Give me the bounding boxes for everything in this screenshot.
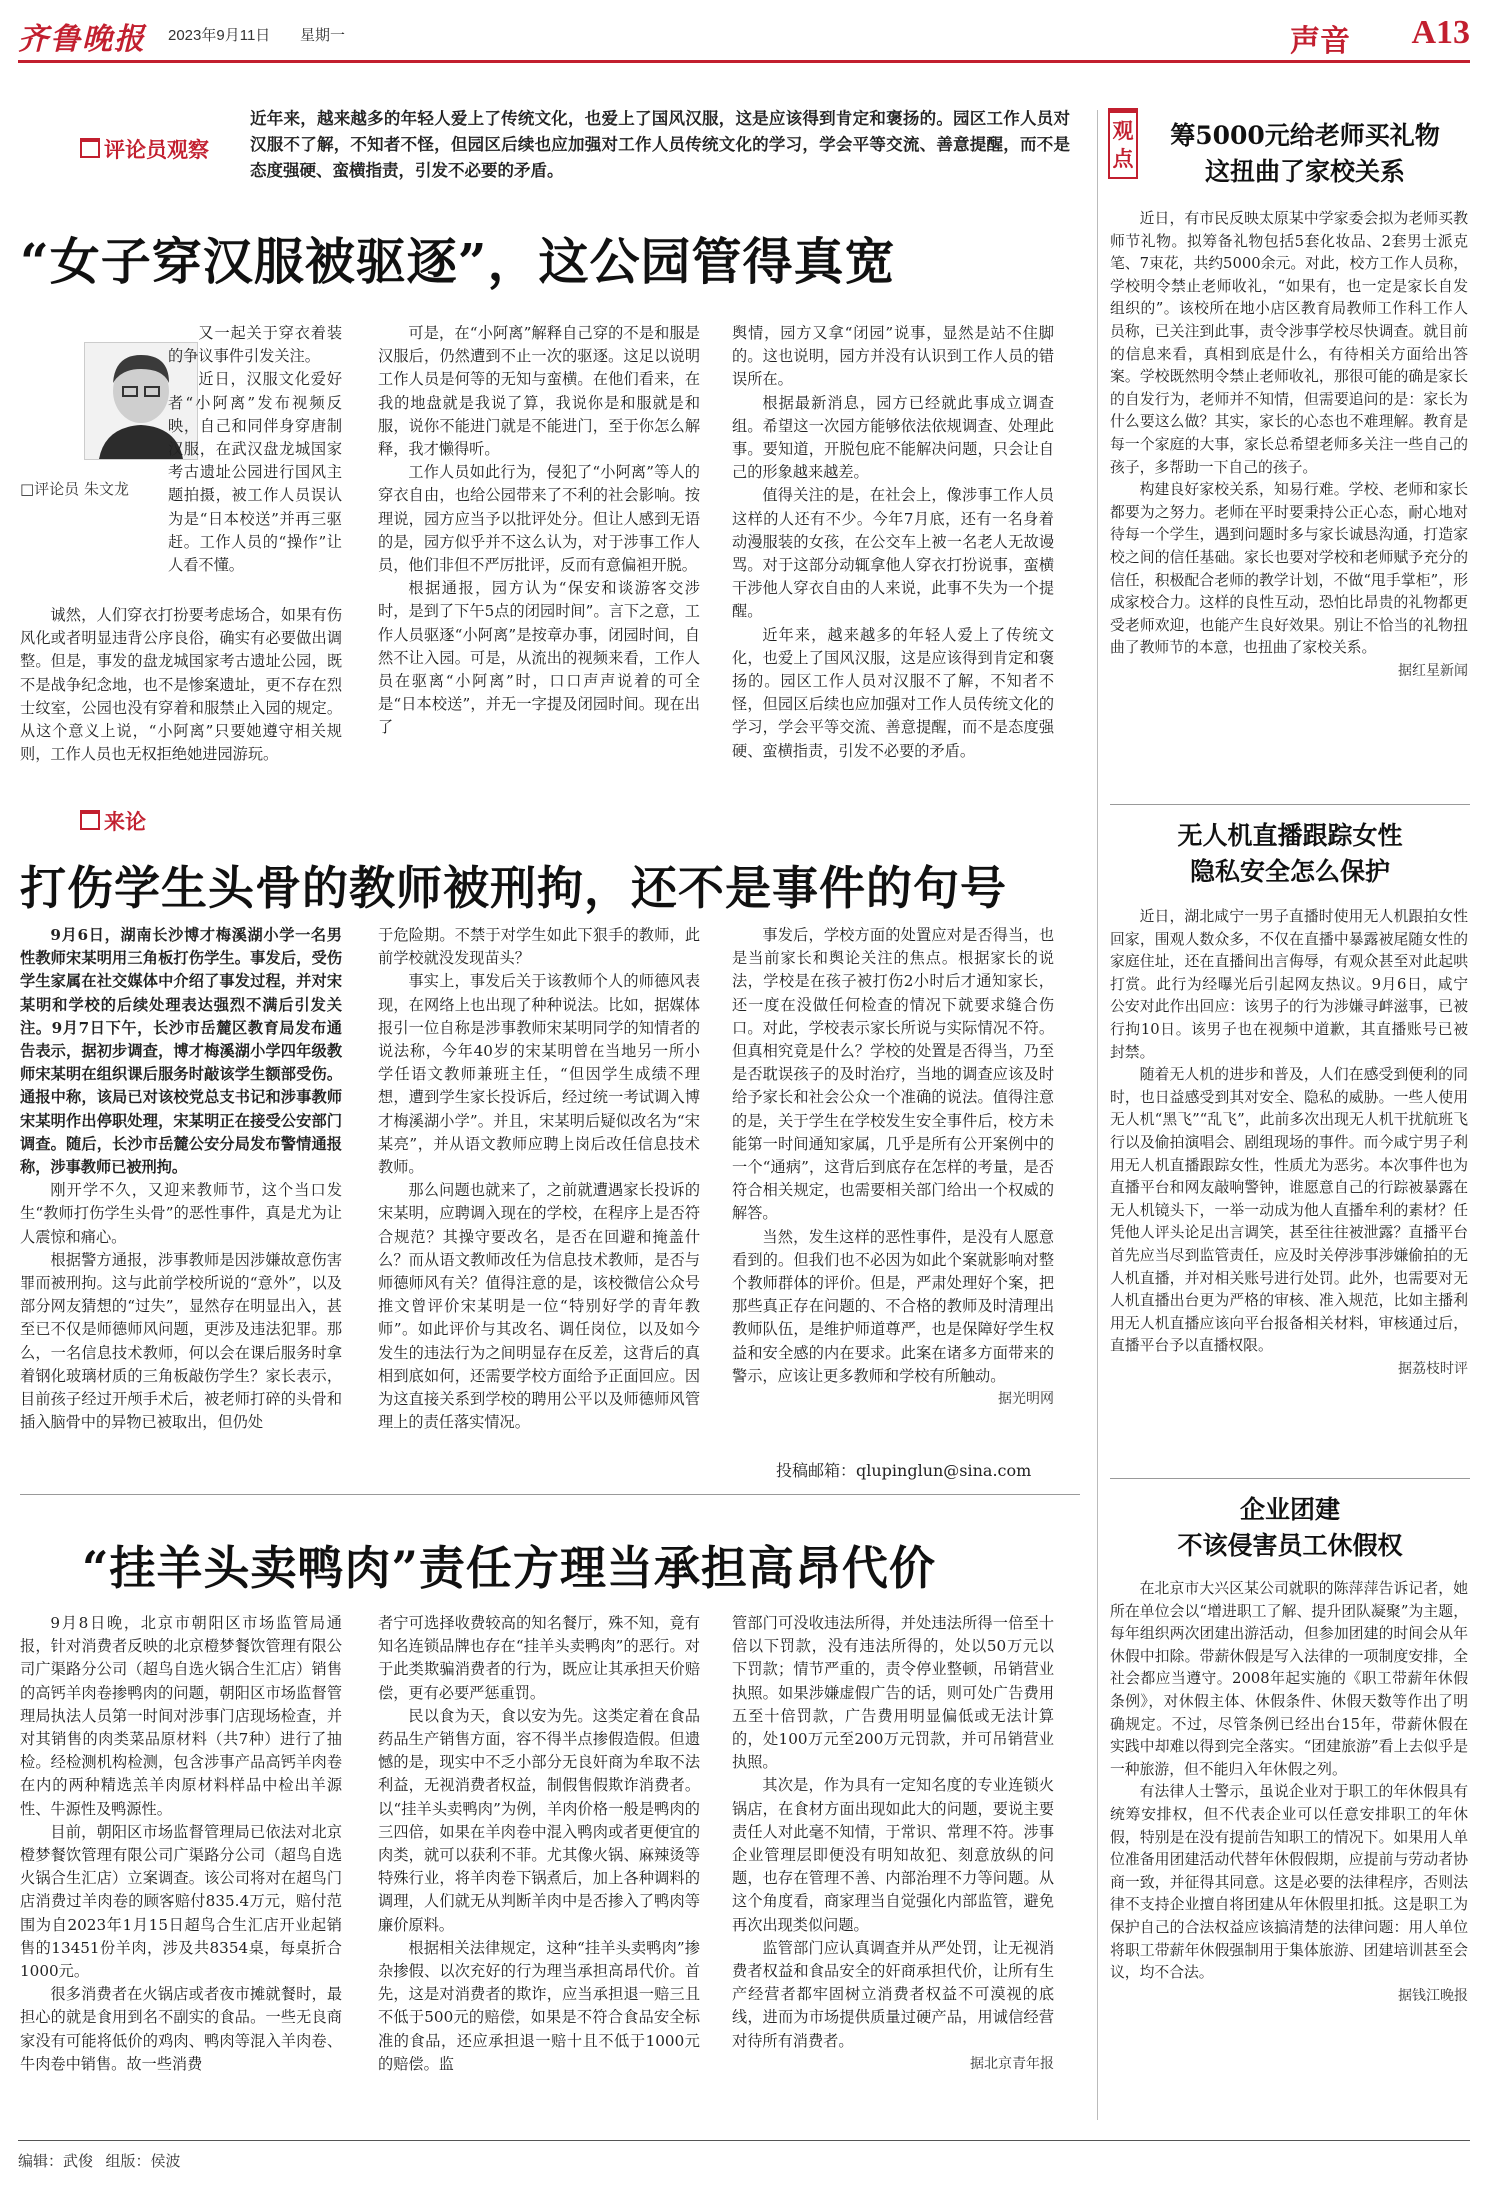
layout-credit: 组版：侯波 [105,2153,181,2170]
article1-col1-top [168,322,342,577]
paragraph: 刚开学不久，又迎来教师节，这个当口发生“教师打伤学生头骨”的恶性事件，真是尤为让人震惊和痛心。 [20,1181,342,1246]
side3-source: 据钱江晚报 [1398,1987,1468,2004]
article3-col2 [378,1612,700,2076]
tag-box-icon [80,138,100,158]
paragraph: 可是，在“小阿离”解释自己穿的不是和服是汉服后，仍然遭到不止一次的驱逐。这足以说明工作人员是何等的无知与蛮横。在他们看来，在我的地盘就是我说了算，我说你是和服就是和服，说你不能进门就是不能进门，至于你怎么解释，我才懒得听。 [378,324,700,459]
masthead [18,14,1470,59]
article1-tag [80,134,209,164]
paragraph: 很多消费者在火锅店或者夜市摊就餐时，最担心的就是食用到名不副实的食品。一些无良商家没有可能将低价的鸡肉、鸭肉等混入羊肉卷、牛肉卷中销售。故一些消费 [20,1985,342,2073]
side-divider [1110,804,1470,805]
paragraph: 9月8日晚，北京市朝阳区市场监管局通报，针对消费者反映的北京橙梦餐饮管理有限公司广渠路分公司（超鸟自选火锅合生汇店）销售的高钙羊肉卷掺鸭肉的问题，朝阳区市场监督管理局执法人员第一时间对涉事门店现场检查，并对其销售的肉类菜品原材料（共7种）进行了抽检。经检测机构检测，包含涉事产品高钙羊肉卷在内的两种精选羔羊肉原材料样品中检出羊源性、牛源性及鸭源性。 [20,1614,342,1818]
issue-date: 2023年9月11日 [168,27,271,44]
masthead-rule [18,60,1470,63]
article2-tag-label: 来论 [104,809,146,834]
side2-body [1110,906,1468,1380]
lead-summary: 近年来，越来越多的年轻人爱上了传统文化，也爱上了国风汉服，这是应该得到肯定和褒扬的。园区工作人员对汉服不了解，不知者不怪，但园区后续也应加强对工作人员传统文化的学习，学会平等交流、善意提醒，而不是态度强硬、蛮横指责，引发不必要的矛盾。 [250,109,1070,180]
paragraph: 根据相关法律规定，这种“挂羊头卖鸭肉”掺杂掺假、以次充好的行为理当承担高昂代价。首先，这是对消费者的欺诈，应当承担退一赔三且不低于500元的赔偿，如果是不符合食品安全标准的食品，还应承担退一赔十且不低于1000元的赔偿。监 [378,1938,700,2073]
paragraph: 近日，汉服文化爱好者“小阿离”发布视频反映，自己和同伴身穿唐制汉服，在武汉盘龙城国家考古遗址公园进行国风主题拍摄，被工作人员误认为是“日本校送”并再三驱赶。工作人员的“操作”让人看不懂。 [168,370,342,575]
paragraph: 于危险期。不禁于对学生如此下狠手的教师，此前学校就没发现苗头？ [378,926,700,968]
paragraph: 在北京市大兴区某公司就职的陈萍萍告诉记者，她所在单位会以“增进职工了解、提升团队凝聚”为主题，每年组织两次团建出游活动，但参加团建的时间会从年休假中扣除。带薪休假是写入法律的一项制度安排，全社会都应当遵守。2008年起实施的《职工带薪年休假条例》，对休假主体、休假条件、休假天数等作出了明确规定。不过，尽管条例已经出台15年，带薪休假在实践中却难以得到完全落实。“团建旅游”看上去似乎是一种旅游，但不能归入年休假之列。 [1110,1580,1468,1778]
footer-credits [18,2150,181,2171]
article2-headline: 打伤学生头骨的教师被刑拘，还不是事件的句号 [20,861,1007,915]
paragraph: 随着无人机的进步和普及，人们在感受到便利的同时，也日益感受到其对安全、隐私的威胁。一些人使用无人机“黑飞”“乱飞”，此前多次出现无人机干扰航班飞行以及偷拍演唱会、剧组现场的事件。而今咸宁男子利用无人机直播跟踪女性，性质尤为恶劣。本次事件也为直播平台和网友敲响警钟，谁愿意自己的行踪被暴露在无人机镜头下，一举一动成为他人直播牟利的素材？任凭他人评头论足出言调笑，甚至往往被泄露？直播平台首先应当尽到监管责任，应及时关停涉事涉嫌偷拍的无人机直播，并对相关账号进行处罚。此外，也需要对无人机直播出台更为严格的审核、准入规范，比如主播利用无人机直播应该向平台报备相关材料，审核通过后，直播平台予以直播权限。 [1110,1066,1468,1355]
side-divider [1110,1478,1470,1479]
newspaper-logo: 齐鲁晚报 [18,22,146,57]
paragraph: 根据警方通报，涉事教师是因涉嫌故意伤害罪而被刑拘。这与此前学校所说的“意外”，以及部分网友猜想的“过失”，显然存在明显出入，甚至已不仅是师德师风问题，更涉及违法犯罪。那么，一名信息技术教师，何以会在课后服务时拿着钢化玻璃材质的三角板敲伤学生？家长表示，目前孩子经过开颅手术后，被老师打碎的头骨和插入脑骨中的异物已被取出，但仍处 [20,1250,342,1432]
article3-headline: “挂羊头卖鸭肉”责任方理当承担高昂代价 [82,1541,936,1595]
article3-col1 [20,1612,342,2076]
article2-source: 据光明网 [998,1391,1054,1408]
paragraph: 工作人员如此行为，侵犯了“小阿离”等人的穿衣自由，也给公园带来了不利的社会影响。按理说，园方应当予以批评处分。但让人感到无语的是，园方似乎并不这么认为，对于涉事工作人员，他们非但不严厉批评，反而有意偏袒开脱。 [378,463,700,575]
side1-headline-line2: 这扭曲了家校关系 [1204,157,1405,186]
paragraph: 构建良好家校关系，知易行难。学校、老师和家长都要为之努力。老师在平时要秉持公正心态，耐心地对待每一个学生，遇到问题时多与家长诚恳沟通，打造家校之间的信任基础。家长也要对学校和老师赋予充分的信任，积极配合老师的教学计划，不做“甩手掌柜”，形成家校合力。这样的良性互动，恐怕比昂贵的礼物都更受老师欢迎，也能产生良好效果。别让不恰当的礼物扭曲了教师节的本意，也扭曲了家校关系。 [1110,481,1468,657]
article1-headline: “女子穿汉服被驱逐”，这公园管得真宽 [20,232,896,291]
side2-source: 据荔枝时评 [1398,1360,1468,1377]
article3-source: 据北京青年报 [970,2055,1054,2072]
side3-headline-line1: 企业团建 [1239,1495,1340,1524]
article1-col1-bottom [20,604,342,766]
side3-body [1110,1578,1468,2007]
paragraph: 管部门可没收违法所得，并处违法所得一倍至十倍以下罚款，没有违法所得的，处以50万元以下罚款；情节严重的，责令停业整顿，吊销营业执照。如果涉嫌虚假广告的话，则可处广告费用五至十倍罚款，广告费用明显偏低或无法计算的，处100万元至200万元罚款，并可吊销营业执照。 [732,1614,1054,1772]
article2-col1 [20,924,342,1434]
paragraph: 近日，湖北咸宁一男子直播时使用无人机跟拍女性回家，围观人数众多，不仅在直播中暴露被尾随女性的家庭住址，还在直播间出言侮辱，有观众甚至对此起哄打赏。此行为经曝光后引起网友热议。9月6日，咸宁公安对此作出回应：该男子的行为涉嫌寻衅滋事，已被行拘10日。该男子也在视频中道歉，其直播账号已被封禁。 [1110,908,1468,1061]
side2-headline [1110,818,1470,890]
side1-headline-line1: 筹5000元给老师买礼物 [1170,121,1440,150]
paragraph: 值得关注的是，在社会上，像涉事工作人员这样的人还有不少。今年7月底，还有一名身着动漫服装的女孩，在公交车上被一名老人无故谩骂。对于这部分动辄拿他人穿衣打扮说事，蛮横干涉他人穿衣自由的人来说，此事不失为一个提醒。 [732,486,1054,621]
article2-col3 [732,924,1054,1411]
side1-headline [1140,118,1470,190]
paragraph: 近年来，越来越多的年轻人爱上了传统文化，也爱上了国风汉服，这是应该得到肯定和褒扬的。园区工作人员对汉服不了解，不知者不怪，但园区后续也应加强对工作人员传统文化的学习，学会平等交流、善意提醒，而不是态度强硬、蛮横指责，引发不必要的矛盾。 [732,625,1054,760]
paragraph: 监管部门应认真调查并从严处罚，让无视消费者权益和食品安全的奸商承担代价，让所有生产经营者都牢固树立消费者权益不可漠视的底线，进而为市场提供质量过硬产品，用诚信经营对待所有消费者。 [732,1938,1054,2050]
article3-col3 [732,1612,1054,2076]
column-divider [1097,110,1098,2120]
paragraph: 有法律人士警示，虽说企业对于职工的年休假具有统筹安排权，但不代表企业可以任意安排职工的年休假，特别是在没有提前告知职工的情况下。如果用人单位准备用团建活动代替年休假假期，应提前与劳动者协商一致，并征得其同意。这是必要的法律程序，否则法律不支持企业擅自将团建从年休假里扣抵。这是职工为保护自己的合法权益应该搞清楚的法律问题：用人单位将职工带薪年休假强制用于集体旅游、团建培训甚至会议，均不合法。 [1110,1783,1468,1982]
paragraph: 者宁可选择收费较高的知名餐厅，殊不知，竟有知名连锁品牌也存在“挂羊头卖鸭肉”的恶行。对于此类欺骗消费者的行为，既应让其承担天价赔偿，更有必要严惩重罚。 [378,1614,700,1702]
paragraph: 目前，朝阳区市场监督管理局已依法对北京橙梦餐饮管理有限公司广渠路分公司（超鸟自选火锅合生汇店）立案调查。该公司将对在超鸟门店消费过羊肉卷的顾客赔付835.4万元，赔付范围为自2023年1月15日超鸟合生汇店开业起销售的13451份羊肉，涉及共8354桌，每桌折合1000元。 [20,1822,342,1981]
author-caption: □评论员 朱文龙 [20,480,129,498]
submission-email[interactable]: 投稿邮箱：qlupinglun@sina.com [776,1461,1032,1480]
article1-col3 [732,322,1054,763]
paragraph: 那么问题也就来了，之前就遭遇家长投诉的宋某明，应聘调入现在的学校，在程序上是否符合规范？其操守要改名，是否在回避和掩盖什么？而从语文教师改任为信息技术教师，是否与师德师风有关？值得注意的是，该校微信公众号推文曾评价宋某明是一位“特别好学的青年教师”。如此评价与其改名、调任岗位，以及如今发生的违法行为之间明显存在反差，这背后的真相到底如何，还需要学校方面给予正面回应。因为这直接关系到学校的聘用公平以及师德师风管理上的责任落实情况。 [378,1181,700,1432]
page-number: A13 [1411,14,1470,51]
article2-col2 [378,924,700,1434]
footer-rule [18,2140,1470,2141]
paragraph: 又一起关于穿衣着装的争议事件引发关注。 [168,324,342,366]
section-divider [20,1494,1080,1495]
paragraph: 民以食为天，食以安为先。这类定着在食品药品生产销售方面，容不得半点掺假造假。但遗憾的是，现实中不乏小部分无良奸商为牟取不法利益，无视消费者权益，制假售假欺诈消费者。以“挂羊头卖鸭肉”为例，羊肉价格一般是鸭肉的三四倍，如果在羊肉卷中混入鸭肉或者更便宜的肉类，就可以获利不菲。尤其像火锅、麻辣烫等特殊行业，将羊肉卷下锅煮后，加上各种调料的调理，人们就无从判断羊肉中是否掺入了鸭肉等廉价原料。 [378,1706,700,1934]
paragraph: 舆情，园方又拿“闭园”说事，显然是站不住脚的。这也说明，园方并没有认识到工作人员的错误所在。 [732,324,1054,389]
article2-tag [80,806,146,836]
paragraph: 根据最新消息，园方已经就此事成立调查组。希望这一次园方能够依法依规调查、处理此事。要知道，开脱包庇不能解决问题，只会让自己的形象越来越差。 [732,393,1054,482]
paragraph: 当然，发生这样的恶性事件，是没有人愿意看到的。但我们也不必因为如此个案就影响对整个教师群体的评价。但是，严肃处理好个案，把那些真正存在问题的、不合格的教师及时清理出教师队伍，是维护师道尊严，也是保障好学生权益和安全感的内在要求。此案在诸多方面带来的警示，应该让更多教师和学校有所触动。 [732,1227,1054,1385]
paragraph: 事发后，学校方面的处置应对是否得当，也是当前家长和舆论关注的焦点。根据家长的说法，学校是在孩子被打伤2小时后才通知家长，还一度在没做任何检查的情况下就要求缝合伤口。对此，学校表示家长所说与实际情况不符。但真相究竟是什么？学校的处置是否得当，乃至是否耽误孩子的及时治疗，当地的调查应该及时给予家长和社会公众一个准确的说法。值得注意的是，关于学生在学校发生安全事件后，校方未能第一时间通知家属，几乎是所有公开案例中的一个“通病”，这背后到底存在怎样的考量，是否符合相关规定，也需要相关部门给出一个权威的解答。 [732,926,1054,1223]
paragraph: 其次是，作为具有一定知名度的专业连锁火锅店，在食材方面出现如此大的问题，要说主要责任人对此毫不知情，于常识、常理不符。涉事企业管理层即便没有明知故犯、刻意放纵的问题，也存在管理不善、内部治理不力等问题。从这个角度看，商家理当自觉强化内部监管，避免再次出现类似问题。 [732,1776,1054,1934]
paragraph: 事实上，事发后关于该教师个人的师德风表现，在网络上也出现了种种说法。比如，据媒体报引一位自称是涉事教师宋某明同学的知情者的说法称，今年40岁的宋某明曾在当地另一所小学任语文教师兼班主任，“但因学生成绩不理想，遭到学生家长投诉后，经过统一考试调入博才梅溪湖小学”。并且，宋某明后疑似改名为“宋某亮”，并从语文教师应聘上岗后改任信息技术教师。 [378,972,700,1177]
viewpoint-tag: 观点 [1108,108,1138,179]
article1-tag-label: 评论员观察 [104,137,209,162]
side3-headline [1110,1492,1470,1564]
issue-weekday: 星期一 [300,27,346,44]
editor-credit: 编辑：武俊 [18,2153,94,2170]
side3-headline-line2: 不该侵害员工休假权 [1177,1531,1403,1560]
side2-headline-line1: 无人机直播跟踪女性 [1177,821,1403,850]
paragraph: 近日，有市民反映太原某中学家委会拟为老师买教师节礼物。拟筹备礼物包括5套化妆品、2套男士派克笔、7束花，共约5000余元。对此，校方工作人员称，学校明令禁止老师收礼，“如果有，也一定是家长自发组织的”。该校所在地小店区教育局教师工作科工作人员称，已关注到此事，责令涉事学校尽快调查。就目前的信息来看，真相到底是什么，有待相关方面给出答案。学校既然明令禁止老师收礼，那很可能的确是家长的自发行为，老师并不知情，但需要追问的是：家长为什么要这么做？其实，家长的心态也不难理解。教育是每一个家庭的大事，家长总希望老师多关注一些自己的孩子，多帮助一下自己的孩子。 [1110,210,1468,476]
article1-col2 [378,322,700,740]
side1-body [1110,208,1468,682]
side1-source: 据红星新闻 [1398,662,1468,679]
section-name: 声音 [1290,24,1350,59]
paragraph: 9月6日，湖南长沙博才梅溪湖小学一名男性教师宋某明用三角板打伤学生。事发后，受伤学生家属在社交媒体中介绍了事发过程，并对宋某明和学校的后续处理表达强烈不满后引发关注。9月7日下午，长沙市岳麓区教育局发布通告表示，据初步调查，博才梅溪湖小学四年级教师宋某明在组织课后服务时敲该学生额部受伤。通报中称，该局已对该校党总支书记和涉事教师宋某明作出停职处理，宋某明正在接受公安部门调查。随后，长沙市岳麓公安分局发布警情通报称，涉事教师已被刑拘。 [20,926,342,1177]
paragraph: 根据通报，园方认为“保安和谈游客交涉时，是到了下午5点的闭园时间”。言下之意，工作人员驱逐“小阿离”是按章办事，闭园时间，自然不让入园。可是，从流出的视频来看，工作人员在驱离“小阿离”时，口口声声说着的可全是“日本校送”，并无一字提及闭园时间。现在出了 [378,579,700,737]
tag-box-icon [80,810,100,830]
side2-headline-line2: 隐私安全怎么保护 [1189,857,1390,886]
paragraph: 诚然，人们穿衣打扮要考虑场合，如果有伤风化或者明显违背公序良俗，确实有必要做出调整。但是，事发的盘龙城国家考古遗址公园，既不是战争纪念地，也不是惨案遗址，更不存在烈士纹室，公园也没有穿着和服禁止入园的规定。从这个意义上说，“小阿离”只要她遵守相关规则，工作人员也无权拒绝她进园游玩。 [20,606,342,764]
